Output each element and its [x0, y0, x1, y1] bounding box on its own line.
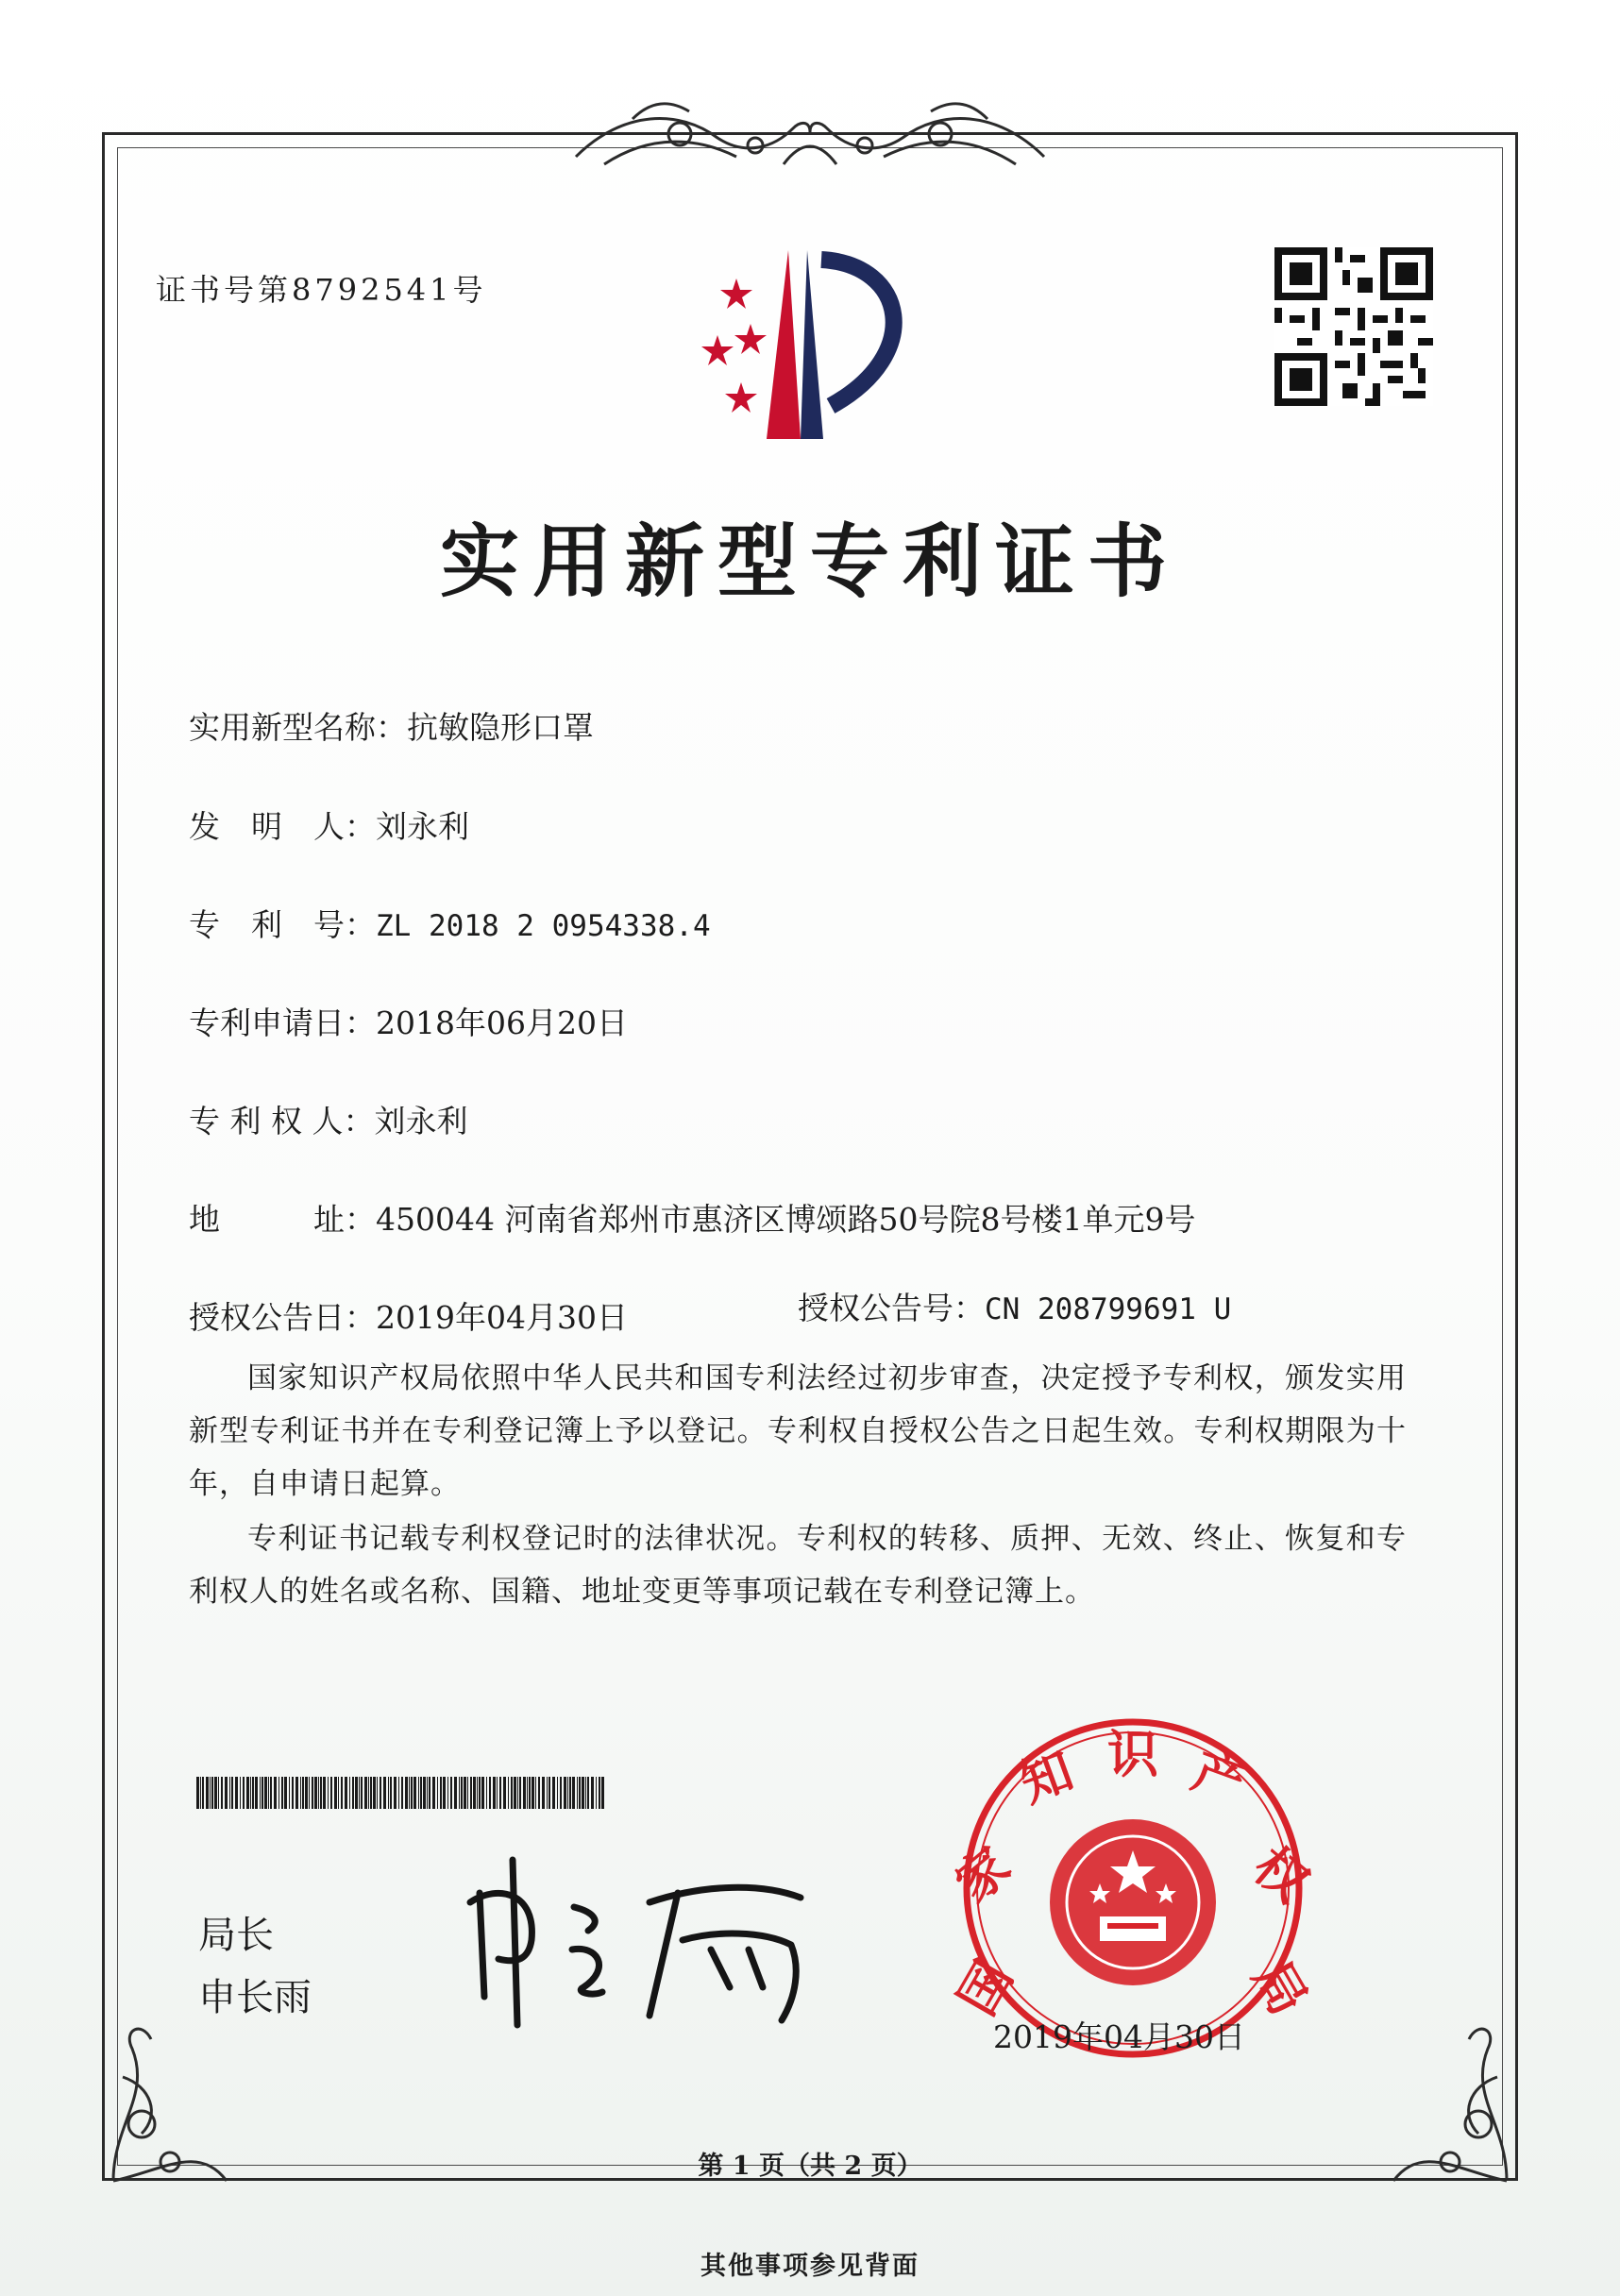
- director-name: 申长雨: [198, 1976, 312, 2019]
- statement-paragraph-1: 国家知识产权局依照中华人民共和国专利法经过初步审查，决定授予专利权，颁发实用新型专利证书并在专利登记簿上予以登记。专利权自授权公告之日起生效。专利权期限为十年，自申请日起算。: [189, 1361, 1407, 1501]
- director-title: 局长: [198, 1914, 274, 1957]
- field-address: [189, 1195, 1195, 1240]
- patent-office-emblem-icon: [680, 241, 935, 444]
- field-label: 地 址：: [189, 1201, 376, 1238]
- field-label: 授权公告号：: [798, 1290, 985, 1326]
- svg-text:国: 国: [946, 1950, 1024, 2025]
- top-ornament-icon: [566, 91, 1054, 172]
- svg-text:家: 家: [943, 1834, 1022, 1915]
- certificate-title: 实用新型专利证书: [439, 515, 1180, 608]
- footer-note: 其他事项参见背面: [700, 2252, 920, 2281]
- field-patent-number: [189, 901, 711, 945]
- svg-text:知: 知: [1012, 1739, 1081, 1815]
- field-value: 刘永利: [374, 1103, 468, 1140]
- field-label: 专利申请日：: [189, 1004, 376, 1041]
- field-label: 授权公告日：: [189, 1299, 376, 1336]
- svg-text:局: 局: [1241, 1950, 1320, 2025]
- field-grant-date: [189, 1293, 628, 1338]
- director-signature-icon: [461, 1855, 819, 2034]
- field-grant-number: [798, 1284, 1231, 1328]
- svg-text:识: 识: [1107, 1724, 1158, 1784]
- statement-paragraph-2: 专利证书记载专利权登记时的法律状况。专利权的转移、质押、无效、终止、恢复和专利权人的姓名或名称、国籍、地址变更等事项记载在专利登记簿上。: [189, 1522, 1407, 1609]
- seal-date: 2019年04月30日: [993, 2018, 1245, 2055]
- field-filing-date: [189, 999, 628, 1043]
- field-label: 专 利 号：: [189, 906, 376, 943]
- field-label: 实用新型名称：: [189, 709, 407, 746]
- field-utility-model-name: [189, 703, 594, 748]
- certificate-number: 证书号第8792541号: [156, 272, 487, 308]
- page-number: 第 1 页（共 2 页）: [698, 2152, 922, 2181]
- field-label: 发 明 人：: [189, 808, 376, 845]
- field-label: 专 利 权 人：: [189, 1103, 375, 1140]
- official-seal-icon: [943, 1714, 1321, 2063]
- field-value: 刘永利: [376, 808, 469, 845]
- field-value: ZL 2018 2 0954338.4: [376, 909, 711, 943]
- svg-text:权: 权: [1241, 1834, 1321, 1915]
- field-value: 450044 河南省郑州市惠济区博颂路50号院8号楼1单元9号: [376, 1201, 1196, 1238]
- field-value: CN 208799691 U: [985, 1292, 1232, 1326]
- field-inventor: [189, 802, 469, 847]
- qr-code-icon: [1274, 247, 1433, 406]
- field-value: 抗敏隐形口罩: [407, 709, 594, 746]
- field-patentee: [189, 1097, 467, 1141]
- field-value: 2018年06月20日: [376, 1004, 628, 1041]
- barcode-icon: [196, 1777, 604, 1809]
- field-value: 2019年04月30日: [376, 1299, 628, 1336]
- svg-text:产: 产: [1185, 1739, 1254, 1815]
